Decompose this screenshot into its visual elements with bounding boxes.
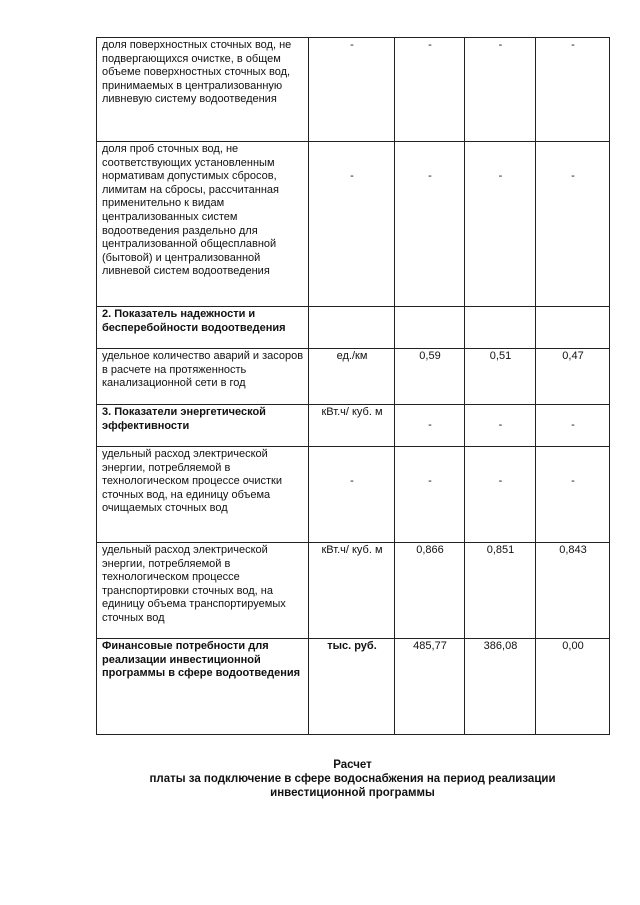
value-year-2 [465, 307, 536, 349]
value-year-2: - [465, 38, 536, 142]
finance-row [97, 639, 610, 735]
indicator-name: доля поверхностных сточных вод, не подвергающихся очистке, в общем объеме поверхностных сточных вод, принимаемых в централизованную ливневую систему водоотведения [97, 38, 309, 142]
value-year-2: 0,851 [465, 543, 536, 639]
value-year-2: 386,08 [465, 639, 536, 735]
value-year-1 [395, 307, 465, 349]
indicators-table [96, 37, 610, 735]
table-row [97, 349, 610, 405]
indicator-unit: - [309, 142, 395, 307]
indicator-unit: - [309, 447, 395, 543]
table-row [97, 543, 610, 639]
indicator-name: удельный расход электрической энергии, потребляемой в технологическом процессе очистки сточных вод, на единицу объема очищаемых сточных вод [97, 447, 309, 543]
value-year-3: - [536, 38, 610, 142]
section-row [97, 307, 610, 349]
value-year-1: - [395, 405, 465, 447]
value-year-2: - [465, 447, 536, 543]
calculation-heading [96, 758, 609, 800]
indicator-unit: тыс. руб. [309, 639, 395, 735]
indicator-unit [309, 307, 395, 349]
value-year-2: - [465, 142, 536, 307]
table-row [97, 38, 610, 142]
value-year-1: - [395, 38, 465, 142]
indicator-name: Финансовые потребности для реализации инвестиционной программы в сфере водоотведения [97, 639, 309, 735]
value-year-3: - [536, 405, 610, 447]
value-year-3: 0,47 [536, 349, 610, 405]
table-row [97, 142, 610, 307]
value-year-1: 0,59 [395, 349, 465, 405]
value-year-3: 0,843 [536, 543, 610, 639]
section-title: 3. Показатели энергетической эффективности [97, 405, 309, 447]
indicator-unit: кВт.ч/ куб. м [309, 543, 395, 639]
indicator-unit: кВт.ч/ куб. м [309, 405, 395, 447]
calculation-heading-line: платы за подключение в сфере водоснабжения на период реализации [149, 773, 556, 785]
section-title: 2. Показатель надежности и бесперебойности водоотведения [97, 307, 309, 349]
calculation-heading-line: инвестиционной программы [270, 787, 435, 799]
value-year-3 [536, 307, 610, 349]
indicator-name: удельный расход электрической энергии, потребляемой в технологическом процессе транспортировки сточных вод, на единицу объема транспортируемых сточных вод [97, 543, 309, 639]
indicator-unit: ед./км [309, 349, 395, 405]
value-year-1: - [395, 447, 465, 543]
indicator-unit: - [309, 38, 395, 142]
indicator-name: удельное количество аварий и засоров в расчете на протяженность канализационной сети в год [97, 349, 309, 405]
value-year-3: 0,00 [536, 639, 610, 735]
value-year-1: - [395, 142, 465, 307]
calculation-heading-line: Расчет [333, 759, 372, 771]
value-year-1: 485,77 [395, 639, 465, 735]
value-year-3: - [536, 447, 610, 543]
value-year-1: 0,866 [395, 543, 465, 639]
indicator-name: доля проб сточных вод, не соответствующих установленным нормативам допустимых сбросов, лимитам на сбросы, рассчитанная применительно к видам централизованных систем водоотведения раздельно для централизованной общесплавной (бытовой) и централизованной ливневой систем водоотведения [97, 142, 309, 307]
table-row [97, 447, 610, 543]
value-year-2: 0,51 [465, 349, 536, 405]
section-row [97, 405, 610, 447]
value-year-2: - [465, 405, 536, 447]
value-year-3: - [536, 142, 610, 307]
